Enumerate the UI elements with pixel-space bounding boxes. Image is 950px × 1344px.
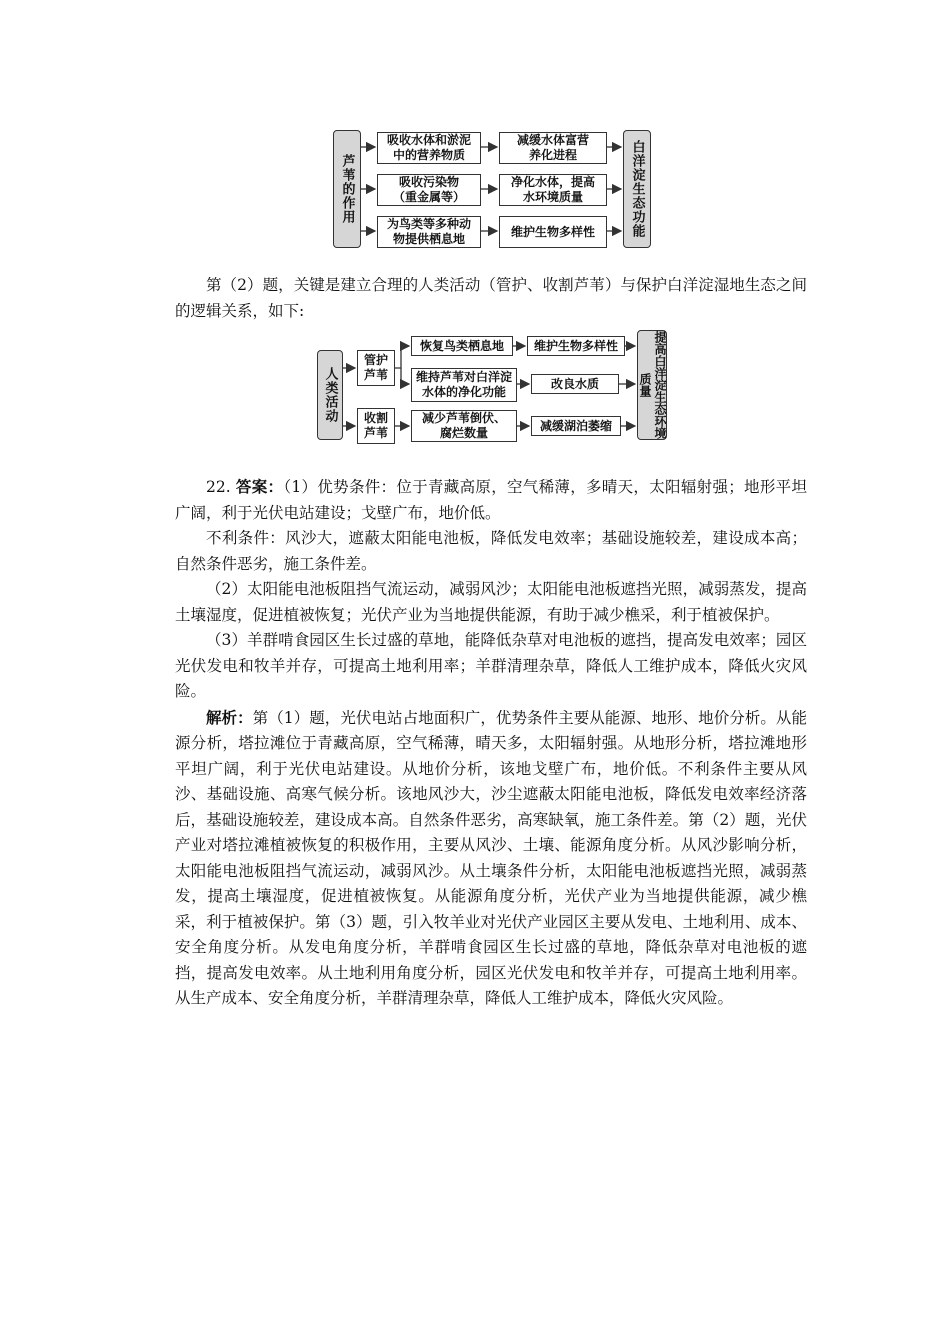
analysis-label: 解析：: [206, 707, 253, 727]
answer-p2: 不利条件：风沙大，遮蔽太阳能电池板，降低发电效率；基础设施较差，建设成本高；自然条件恶劣，施工条件差。: [175, 529, 807, 573]
question-number: 22.: [206, 478, 231, 496]
analysis-paragraph: [175, 705, 807, 1012]
branch-harvest-reed: 收割芦苇: [357, 408, 395, 444]
branch-manage-reed: 管护芦苇: [357, 350, 395, 386]
result-water-quality: 改良水质: [531, 374, 619, 394]
human-activity-diagram: [317, 328, 669, 442]
reed-function-diagram: [333, 130, 653, 250]
effect-box-3: 维护生物多样性: [499, 216, 607, 248]
result-biodiversity: 维护生物多样性: [527, 336, 625, 356]
node-reduce-lodging: 减少芦苇倒伏、腐烂数量: [411, 410, 517, 442]
result-slow-shrinking: 减缓湖泊萎缩: [531, 416, 621, 436]
cause-box-3: 为鸟类等多种动物提供栖息地: [377, 216, 481, 248]
cause-box-2: 吸收污染物（重金属等）: [377, 174, 481, 206]
analysis-text: 第（1）题，光伏电站占地面积广，优势条件主要从能源、地形、地价分析。从能源分析，塔拉滩位于青藏高原，空气稀薄，晴天多，太阳辐射强。从地形分析，塔拉滩地形平坦广阔，利于光伏电站建设。从地价分析，该地戈壁广布，地价低。不利条件主要从风沙、基础设施、高寒气候分析。该地风沙大，沙尘遮蔽太阳能电池板，降低发电效率经济落后，基础设施较差，建设成本高。自然条件恶劣，高寒缺氧，施工条件差。第（2）题，光伏产业对塔拉滩植被恢复的积极作用，主要从风沙、土壤、能源角度分析。从风沙影响分析，太阳能电池板阻挡气流运动，减弱风沙。从土壤条件分析，太阳能电池板遮挡光照，减弱蒸发，提高土壤湿度，促进植被恢复。从能源角度分析，光伏产业为当地提供能源，减少樵采，利于植被保护。第（3）题，引入牧羊业对光伏产业园区主要从发电、土地利用、成本、安全角度分析。从发电角度分析，羊群啃食园区生长过盛的草地，降低杂草对电池板的遮挡，提高发电效率。从土地利用角度分析，园区光伏发电和牧羊并存，可提高土地利用率。从生产成本、安全角度分析，羊群清理杂草，降低人工维护成本，降低火灾风险。: [175, 708, 807, 1007]
q2-intro-text: 第（2）题，关键是建立合理的人类活动（管护、收割芦苇）与保护白洋淀湿地生态之间的逻辑关系，如下:: [175, 276, 807, 320]
arrow-branch1-node-a: [395, 346, 409, 368]
q2-intro: [175, 273, 807, 324]
answer-p1-text: （1）优势条件：位于青藏高原，空气稀薄，多晴天，太阳辐射强；地形平坦广阔，利于光伏电站建设；戈壁广布，地价低。: [175, 478, 807, 522]
baiyangdian-function-label: 白洋淀生态功能: [623, 130, 651, 248]
effect-box-1: 减缓水体富营养化进程: [499, 132, 607, 164]
answer-p4: （3）羊群啃食园区生长过盛的草地，能降低杂草对电池板的遮挡，提高发电效率；园区光伏发电和牧羊并存，可提高土地利用率；羊群清理杂草，降低人工维护成本，降低火灾风险。: [175, 631, 807, 700]
effect-box-2: 净化水体，提高水环境质量: [499, 174, 607, 206]
node-maintain-purification: 维持芦苇对白洋淀水体的净化功能: [411, 368, 517, 402]
human-activity-label: 人类活动: [317, 350, 343, 440]
answer-section: [175, 474, 807, 1012]
node-restore-habitat: 恢复鸟类栖息地: [411, 336, 513, 356]
answer-p3: （2）太阳能电池板阻挡气流运动，减弱风沙；太阳能电池板遮挡光照，减弱蒸发，提高土壤湿度，促进植被恢复；光伏产业为当地提供能源，有助于减少樵采，利于植被保护。: [175, 580, 807, 624]
arrow-branch1-node-b: [401, 368, 409, 384]
final-eco-quality: 提高白洋淀生态环境质量: [638, 331, 667, 439]
answer-label: 答案：: [235, 477, 284, 496]
reed-function-label: 芦苇的作用: [333, 130, 361, 248]
cause-box-1: 吸收水体和淤泥中的营养物质: [377, 132, 481, 164]
answer-p1: [175, 474, 807, 526]
